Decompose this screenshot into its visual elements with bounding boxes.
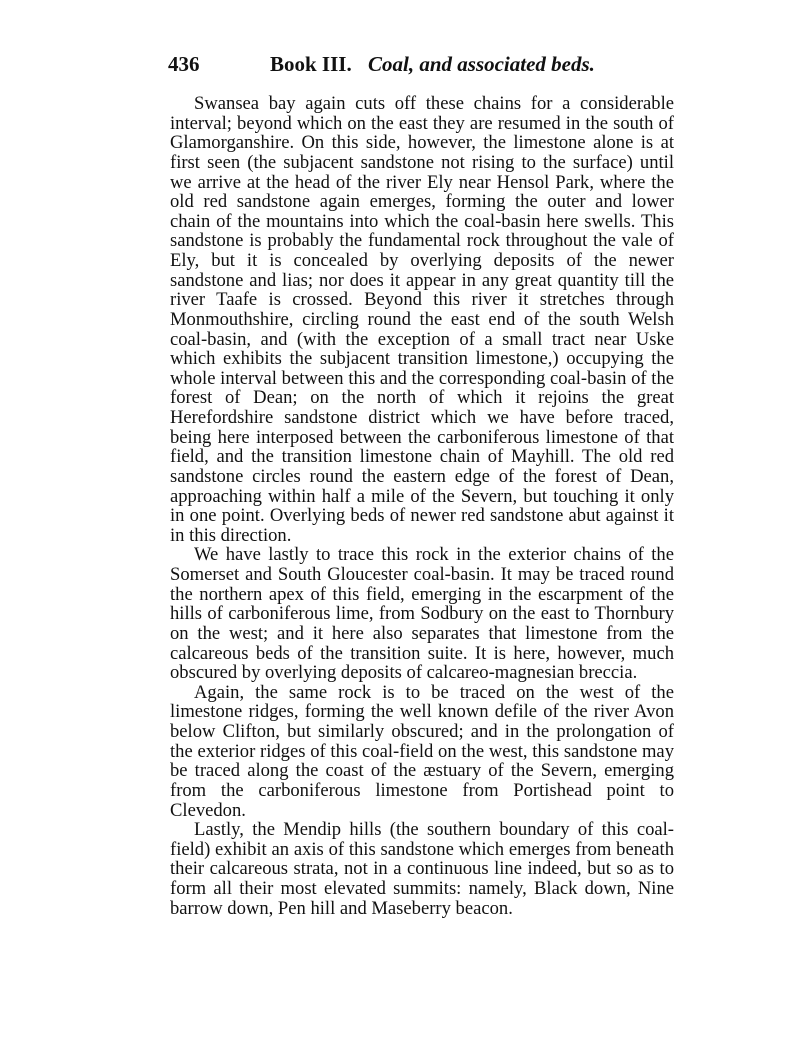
- running-head: [168, 52, 688, 84]
- book-label: Book III.: [270, 52, 352, 76]
- paragraph: Lastly, the Mendip hills (the southern boundary of this coal-field) exhibit an axis of this sandstone which emerges from beneath their calcareous strata, not in a continuous line indeed, but so as to form all their most elevated summits: namely, Black down, Nine barrow down, Pen hill and Maseberry beacon.: [170, 819, 674, 919]
- page-number: 436: [168, 52, 200, 76]
- paragraph: We have lastly to trace this rock in the exterior chains of the Somerset and South Gloucester coal-basin. It may be traced round the northern apex of this field, emerging in the escarpment of the hills of carboniferous lime, from Sodbury on the east to Thornbury on the west; and it here also separates that limestone from the calcareous beds of the transition suite. It is here, however, much obscured by overlying deposits of calcareo-magnesian breccia.: [170, 544, 674, 684]
- chapter-title: Coal, and associated beds.: [368, 52, 595, 76]
- paragraph: Swansea bay again cuts off these chains for a considerable interval; beyond which on the east they are resumed in the south of Glamorganshire. On this side, however, the limestone alone is at first seen (the subjacent sandstone not rising to the surface) until we arrive at the head of the river Ely near Hensol Park, where the old red sandstone again emerges, forming the outer and lower chain of the mountains into which the coal-basin here swells. This sandstone is probably the fundamental rock throughout the vale of Ely, but it is concealed by overlying deposits of the newer sandstone and lias; nor does it appear in any great quantity till the river Taafe is crossed. Beyond this river it stretches through Monmouthshire, circling round the east end of the south Welsh coal-basin, and (with the exception of a small tract near Uske which exhibits the subjacent transition limestone,) occupying the whole interval between this and the corresponding coal-basin of the forest of Dean; on the north of which it rejoins the great Herefordshire sandstone district which we have before traced, being here interposed between the carboniferous limestone of that field, and the transition limestone chain of Mayhill. The old red sandstone circles round the eastern edge of the forest of Dean, approaching within half a mile of the Severn, but touching it only in one point. Overlying beds of newer red sandstone abut against it in this direction.: [170, 93, 674, 546]
- paragraph: Again, the same rock is to be traced on the west of the limestone ridges, forming the well known defile of the river Avon below Clifton, but similarly obscured; and in the prolongation of the exterior ridges of this coal-field on the west, this sandstone may be traced along the coast of the æstuary of the Severn, emerging from the carboniferous limestone from Portishead point to Clevedon.: [170, 681, 674, 821]
- body-text: [170, 94, 674, 918]
